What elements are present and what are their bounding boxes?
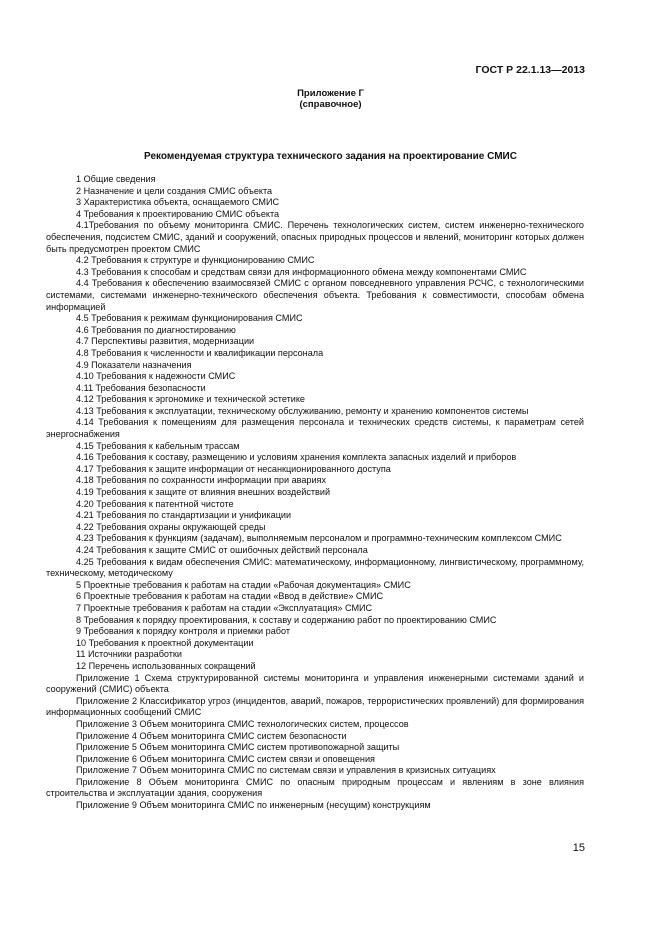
list-item: Приложение 7 Объем мониторинга СМИС по системам связи и управления в кризисных ситуациях <box>76 765 496 776</box>
list-item: 4.7 Перспективы развития, модернизации <box>76 336 255 347</box>
list-item: 9 Требования к порядку контроля и приемки работ <box>76 626 290 637</box>
list-item: 8 Требования к порядку проектирования, к составу и содержанию работ по проектированию СМИС <box>76 614 497 625</box>
list-item: 4.19 Требования к защите от влияния внешних воздействий <box>76 487 331 498</box>
list-item: 4.10 Требования к надежности СМИС <box>76 371 236 382</box>
structure-list <box>46 174 584 812</box>
list-item: 4.16 Требования к составу, размещению и условиям хранения комплекта запасных изделий и приборов <box>76 452 517 463</box>
annex-title: Приложение Г <box>297 88 364 99</box>
list-item: Приложение 3 Объем мониторинга СМИС технологических систем, процессов <box>76 718 409 729</box>
list-item: 10 Требования к проектной документации <box>76 637 254 648</box>
list-item: 4.9 Показатели назначения <box>76 359 192 370</box>
list-item: 4.3 Требования к способам и средствам связи для информационного обмена между компонентами СМИС <box>76 266 527 277</box>
list-item: 4.25 Требования к видам обеспечения СМИС: математическому, информационному, лингвистическому, программному, техническому, методическому <box>46 556 584 579</box>
list-item: 4.18 Требования по сохранности информации при авариях <box>76 475 327 486</box>
list-item: 4.8 Требования к численности и квалификации персонала <box>76 347 324 358</box>
list-item: Приложение 4 Объем мониторинга СМИС систем безопасности <box>76 730 347 741</box>
list-item: Приложение 2 Классификатор угроз (инцидентов, аварий, пожаров, террористических проявлений) для формирования информационных сообщений СМИС <box>46 695 584 718</box>
annex-subtitle: (справочное) <box>299 99 362 110</box>
list-item: 2 Назначение и цели создания СМИС объекта <box>76 185 273 196</box>
list-item: 4.4 Требования к обеспечению взаимосвязей СМИС с органом повседневного управления РСЧС, с технологическими системами, системами инженерно-технического обеспечения объекта. Требования к совместимости, способам обмена информацией <box>46 278 584 312</box>
list-item: 7 Проектные требования к работам на стадии «Эксплуатация» СМИС <box>76 602 373 613</box>
list-item: 6 Проектные требования к работам на стадии «Ввод в действие» СМИС <box>76 591 384 602</box>
list-item: Приложение 1 Схема структурированной системы мониторинга и управления инженерными системами зданий и сооружений (СМИС) объекта <box>46 672 584 695</box>
list-item: 3 Характеристика объекта, оснащаемого СМИС <box>76 197 280 208</box>
page-number: 15 <box>572 842 585 854</box>
list-item: 11 Источники разработки <box>76 649 182 660</box>
list-item: 4.1Требования по объему мониторинга СМИС. Перечень технологических систем, систем инженерно-технического обеспечения, подсистем СМИС, зданий и сооружений, опасных природных процессов и явлений, мониторинг которых должен быть предусмотрен проектом СМИС <box>46 220 584 254</box>
list-item: 4.12 Требования к эргономике и технической эстетике <box>76 394 305 405</box>
list-item: 4.2 Требования к структуре и функционированию СМИС <box>76 255 315 266</box>
list-item: Приложение 6 Объем мониторинга СМИС систем связи и оповещения <box>76 753 375 764</box>
list-item: 4.23 Требования к функциям (задачам), выполняемым персоналом и программно-техническим комплексом СМИС <box>76 533 562 544</box>
list-item: 4.6 Требования по диагностированию <box>76 324 236 335</box>
section-title: Рекомендуемая структура технического задания на проектирование СМИС <box>144 151 517 162</box>
document-code-header: ГОСТ Р 22.1.13—2013 <box>475 64 585 76</box>
list-item: 4.14 Требования к помещениям для размещения персонала и технических средств системы, к параметрам сетей энергоснабжения <box>46 417 584 440</box>
list-item: 4.13 Требования к эксплуатации, техническому обслуживанию, ремонту и хранению компонентов системы <box>76 405 529 416</box>
list-item: Приложение 9 Объем мониторинга СМИС по инженерным (несущим) конструкциям <box>76 800 431 811</box>
list-item: 4.22 Требования охраны окружающей среды <box>76 521 266 532</box>
list-item: 4.24 Требования к защите СМИС от ошибочных действий персонала <box>76 545 368 555</box>
list-item: 5 Проектные требования к работам на стадии «Рабочая документация» СМИС <box>76 579 411 590</box>
list-item: 4.20 Требования к патентной чистоте <box>76 498 234 509</box>
list-item: 1 Общие сведения <box>76 174 156 184</box>
list-item: Приложение 5 Объем мониторинга СМИС систем противопожарной защиты <box>76 742 400 753</box>
list-item: 4.5 Требования к режимам функционирования СМИС <box>76 313 303 324</box>
list-item: 4.15 Требования к кабельным трассам <box>76 440 240 451</box>
list-item: 4.17 Требования к защите информации от несанкционированного доступа <box>76 463 391 474</box>
annex-heading <box>0 88 661 110</box>
list-item: Приложение 8 Объем мониторинга СМИС по опасным природным процессам и явлениям в зоне влияния строительства и эксплуатации здания, сооружения <box>46 776 584 799</box>
list-item: 4.11 Требования безопасности <box>76 382 206 393</box>
list-item: 4 Требования к проектированию СМИС объекта <box>76 208 280 219</box>
list-item: 12 Перечень использованных сокращений <box>76 660 256 671</box>
list-item: 4.21 Требования по стандартизации и унификации <box>76 510 292 521</box>
